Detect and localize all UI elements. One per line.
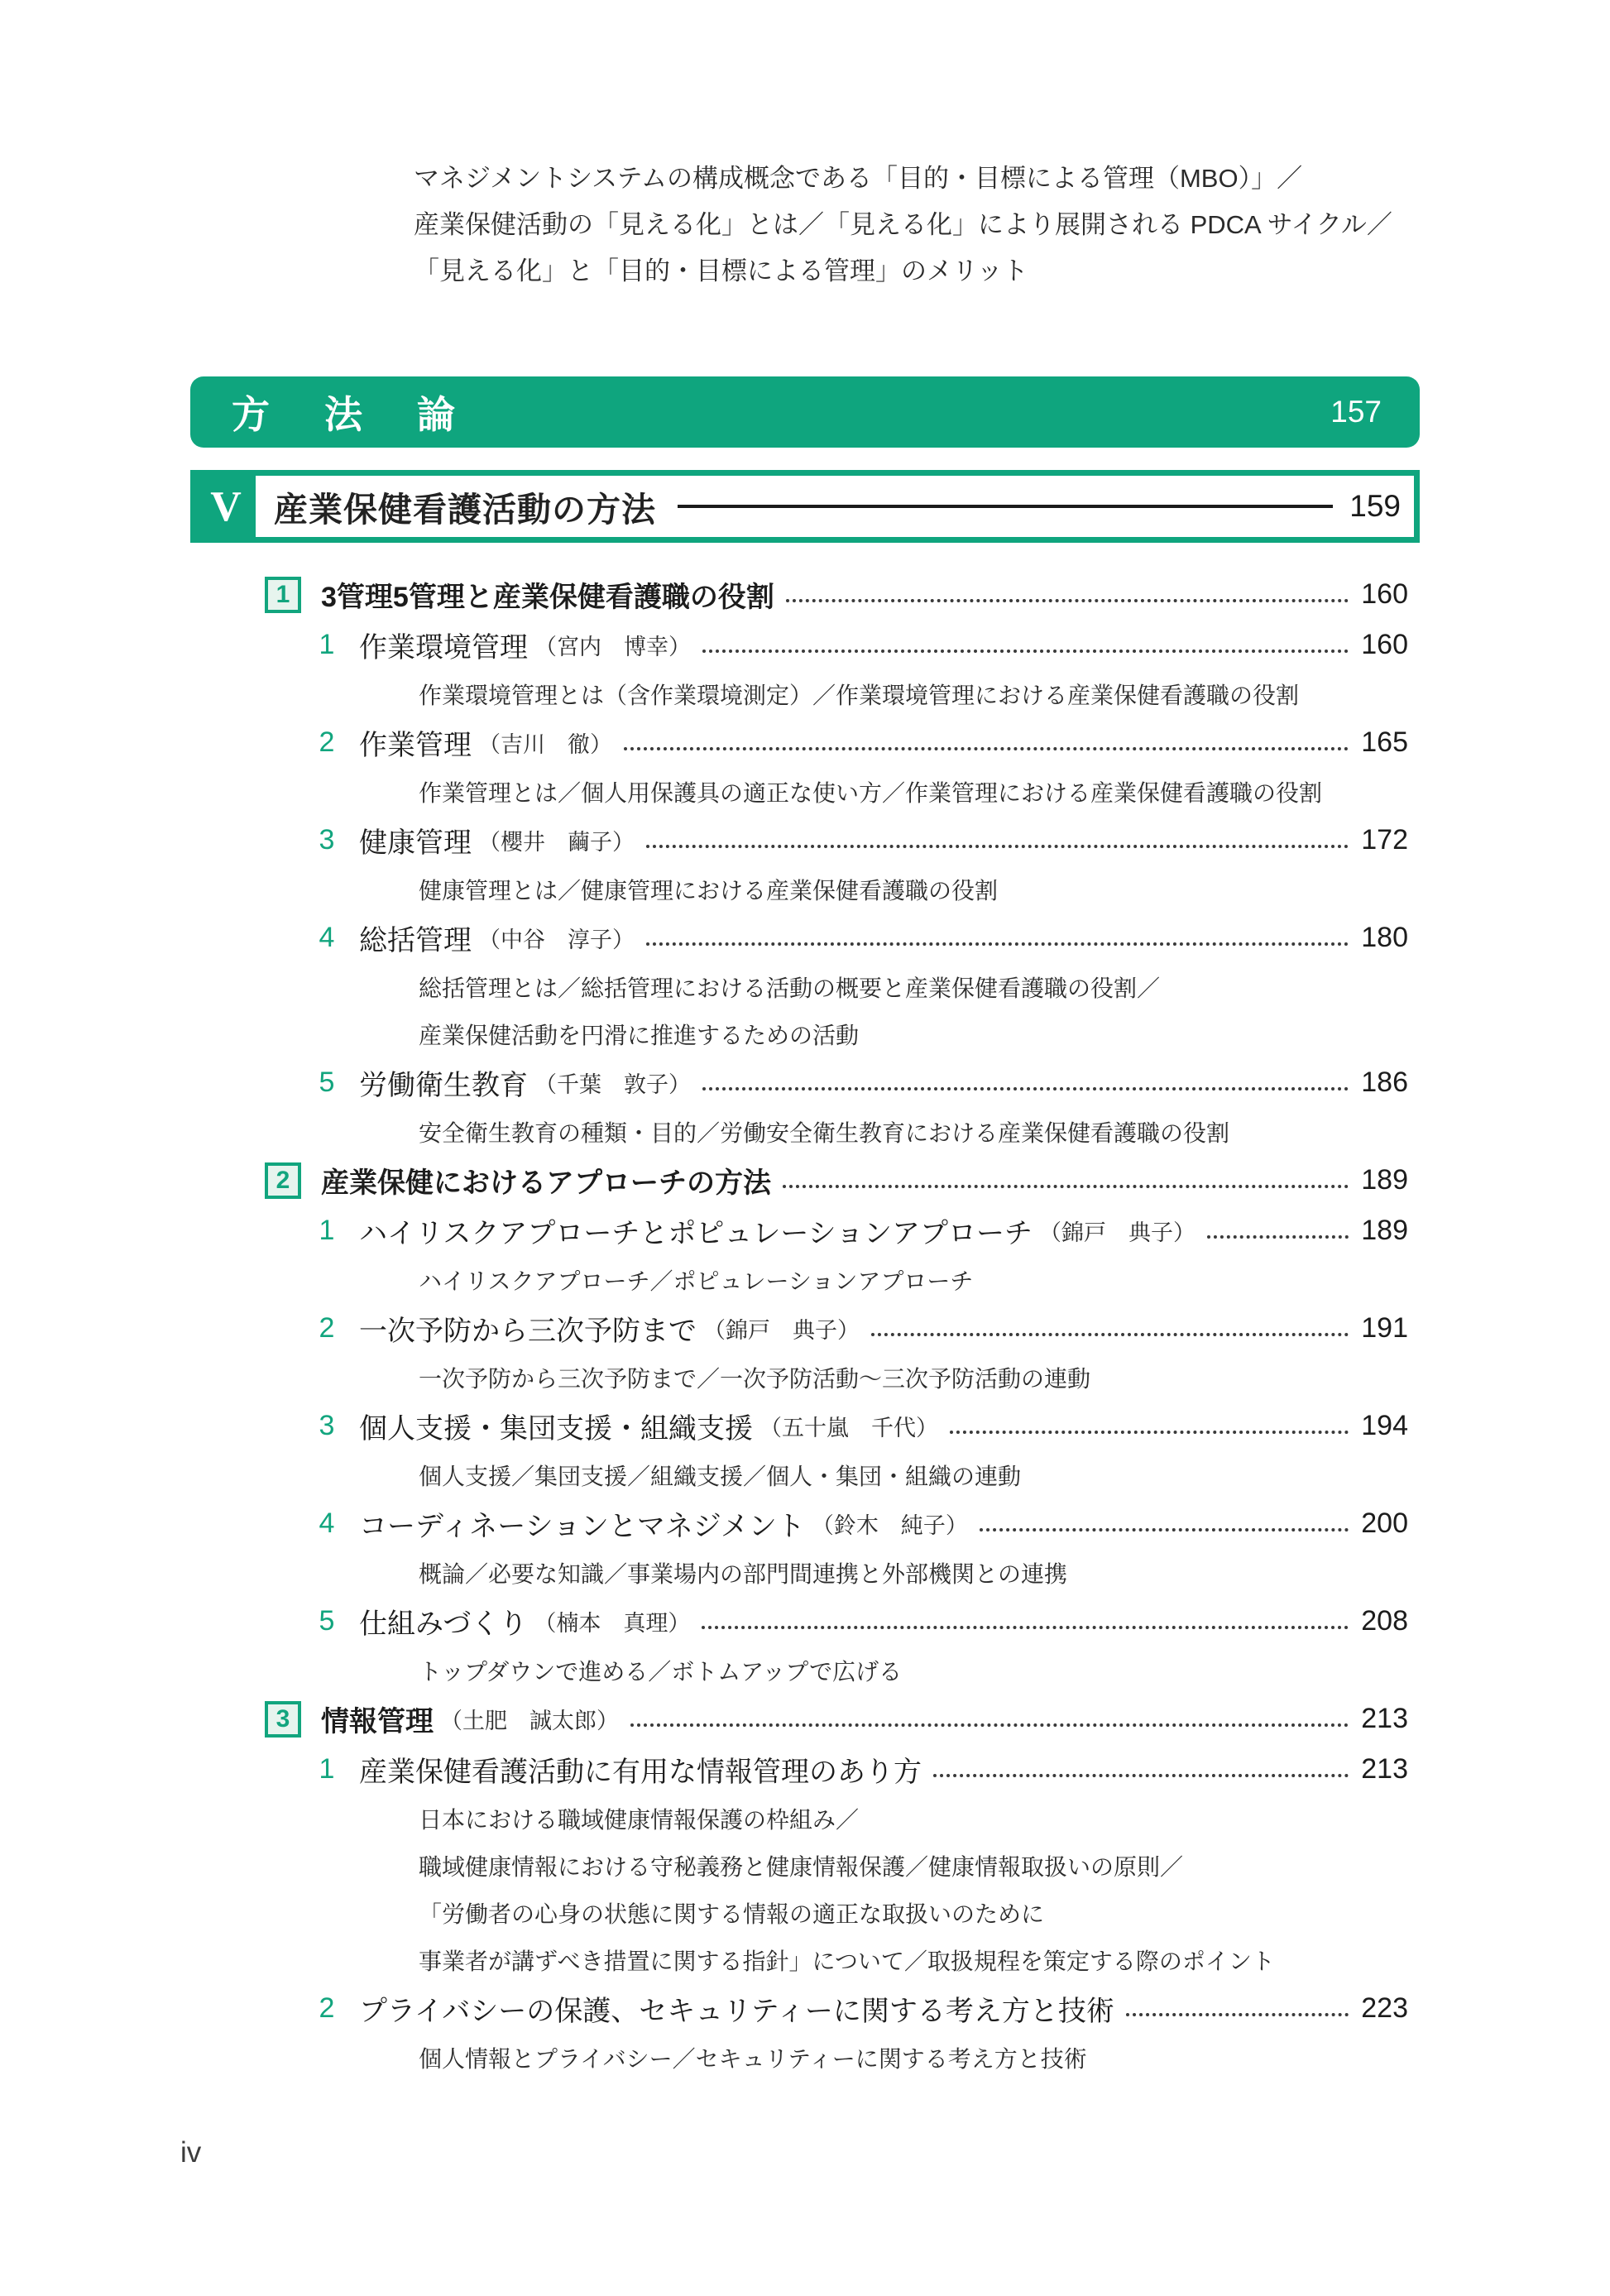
toc-sub-line: 概論／必要な知識／事業場内の部門間連携と外部機関との連携 [419,1560,1068,1587]
item-title: 労働衛生教育 [359,1070,528,1101]
toc-sub-line: 安全衛生教育の種類・目的／労働安全衛生教育における産業保健看護職の役割 [419,1119,1230,1146]
page-number: 194 [1361,1410,1408,1441]
dotted-leader [933,1774,1349,1777]
toc-sub-line: 個人情報とプライバシー／セキュリティーに関する考え方と技術 [419,2045,1087,2072]
page-number: 213 [1361,1703,1408,1734]
item-author: （鈴木 純子） [811,1513,968,1538]
toc-item-row [265,1596,1408,1647]
dotted-leader [702,1626,1349,1629]
intro-line-3: 「見える化」と「目的・目標による管理」のメリット [414,256,1028,285]
item-author: （千葉 敦子） [534,1072,691,1097]
item-title: 仕組みづくり [359,1608,528,1640]
item-author: （宮内 博幸） [534,635,691,659]
item-number: 5 [319,1605,335,1637]
page-number: 213 [1361,1753,1408,1785]
item-title: ハイリスクアプローチとポピュレーションアプローチ [359,1218,1033,1249]
toc-item-row [265,1498,1408,1549]
toc-item-row [265,1401,1408,1451]
dotted-leader [1126,2013,1349,2016]
toc-sub-line: 産業保健活動を円滑に推進するための活動 [419,1022,860,1048]
part-page-number: 157 [1330,395,1382,429]
toc-sub-line: 「労働者の心身の状態に関する情報の適正な取扱いのために [419,1901,1045,1927]
section-title: 3管理5管理と産業保健看護職の役割 [321,582,774,613]
item-number: 1 [319,1215,335,1246]
chapter-header-bar [190,470,1420,543]
item-title: プライバシーの保護、セキュリティーに関する考え方と技術 [359,1996,1114,2027]
page-number: 189 [1361,1215,1408,1246]
dotted-leader [630,1723,1349,1727]
dotted-leader [871,1333,1349,1336]
section-number-box: 2 [265,1162,301,1199]
item-author: （五十嵐 千代） [759,1416,938,1440]
item-number: 1 [319,1753,335,1785]
item-title: 作業管理 [359,730,472,761]
section-title: 情報管理 [321,1706,434,1738]
toc-sub-line: 総括管理とは／総括管理における活動の概要と産業保健看護職の役割／ [419,975,1161,1001]
item-number: 4 [319,1507,335,1539]
toc-item-row [265,1744,1408,1795]
part-header-bar [190,376,1420,448]
toc-item-row [265,815,1408,865]
toc-section-row [265,1155,1408,1206]
dotted-leader [702,649,1349,653]
page-number: 165 [1361,726,1408,758]
page-number: 172 [1361,824,1408,856]
item-number: 2 [319,726,335,758]
item-author: （櫻井 繭子） [478,830,635,855]
toc-item-row [265,620,1408,670]
dotted-leader [950,1431,1349,1434]
chapter-page-number: 159 [1349,489,1401,523]
page-number: 189 [1361,1164,1408,1196]
toc-item-row [265,1303,1408,1354]
item-title: 作業環境管理 [359,632,528,664]
page-number: 186 [1361,1067,1408,1098]
page-number: 160 [1361,578,1408,610]
toc-sub-line: 日本における職域健康情報保護の枠組み／ [419,1806,860,1833]
section-number-box: 1 [265,577,301,613]
section-author: （土肥 誠太郎） [440,1709,619,1733]
page-number: 160 [1361,629,1408,660]
dotted-leader [646,942,1349,946]
toc-item-row [265,1206,1408,1256]
toc-item-row [265,717,1408,768]
header-rule [678,505,1333,508]
footer-page-number: iv [180,2136,202,2169]
item-title: 産業保健看護活動に有用な情報管理のあり方 [359,1757,922,1788]
dotted-leader [702,1087,1349,1090]
toc-sub-line: 事業者が講ずべき措置に関する指針」について／取扱規程を策定する際のポイント [419,1948,1275,1974]
item-number: 3 [319,1410,335,1441]
item-number: 3 [319,824,335,856]
dotted-leader [646,845,1349,848]
dotted-leader [783,1185,1349,1188]
part-title: 方 法 論 [232,393,463,436]
toc-section-row [265,569,1408,620]
item-title: 個人支援・集団支援・組織支援 [359,1413,753,1445]
toc-sub-line: 職域健康情報における守秘義務と健康情報保護／健康情報取扱いの原則／ [419,1853,1184,1880]
dotted-leader [1207,1235,1349,1239]
toc-sub-line: トップダウンで進める／ボトムアップで広げる [419,1658,903,1685]
toc-sub-line: 一次予防から三次予防まで／一次予防活動～三次予防活動の連動 [419,1365,1091,1392]
toc-sub-line: 個人支援／集団支援／組織支援／個人・集団・組織の連動 [419,1463,1022,1489]
toc-sub-line: ハイリスクアプローチ／ポピュレーションアプローチ [419,1268,974,1294]
page-number: 208 [1361,1605,1408,1637]
item-title: コーディネーションとマネジメント [359,1511,805,1542]
intro-block [414,156,1392,295]
item-author: （楠本 真理） [534,1611,691,1636]
item-author: （中谷 淳子） [478,928,635,952]
dotted-leader [624,747,1349,750]
chapter-numeral: V [196,476,256,537]
toc-section-row [265,1694,1408,1744]
item-number: 5 [319,1067,335,1098]
toc-sub-line: 作業環境管理とは（含作業環境測定）／作業環境管理における産業保健看護職の役割 [419,682,1300,708]
section-number-box: 3 [265,1701,301,1738]
item-number: 4 [319,922,335,953]
toc-sub-line: 作業管理とは／個人用保護具の適正な使い方／作業管理における産業保健看護職の役割 [419,779,1323,806]
intro-line-1: マネジメントシステムの構成概念である「目的・目標による管理（MBO）」／ [414,164,1303,193]
page-number: 200 [1361,1507,1408,1539]
item-author: （錦戸 典子） [703,1318,860,1343]
chapter-header-inner [256,476,1414,537]
item-number: 2 [319,1992,335,2024]
item-number: 1 [319,629,335,660]
toc-item-row [265,913,1408,963]
intro-line-2: 産業保健活動の「見える化」とは／「見える化」により展開される PDCA サイクル／ [414,210,1392,239]
toc-list [265,569,1408,2081]
item-number: 2 [319,1312,335,1344]
page-number: 223 [1361,1992,1408,2024]
toc-item-row [265,1983,1408,2034]
item-author: （吉川 徹） [478,732,612,757]
chapter-title: 産業保健看護活動の方法 [274,490,656,529]
item-author: （錦戸 典子） [1038,1220,1196,1245]
item-title: 健康管理 [359,827,472,859]
dotted-leader [786,599,1349,602]
dotted-leader [980,1528,1349,1531]
toc-sub-line: 健康管理とは／健康管理における産業保健看護職の役割 [419,877,999,904]
item-title: 総括管理 [359,925,472,956]
page-number: 191 [1361,1312,1408,1344]
item-title: 一次予防から三次予防まで [359,1316,697,1347]
toc-item-row [265,1057,1408,1108]
page-number: 180 [1361,922,1408,953]
section-title: 産業保健におけるアプローチの方法 [321,1167,771,1199]
